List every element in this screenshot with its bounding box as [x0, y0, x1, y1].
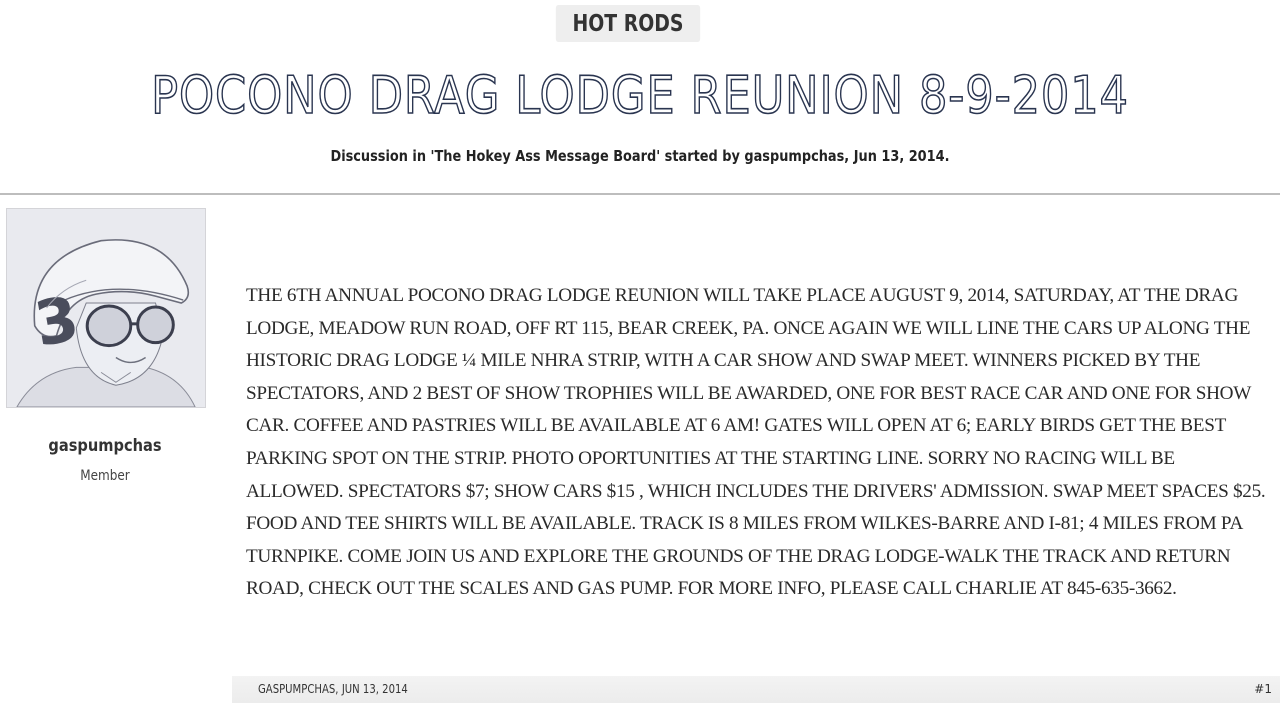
- header-divider: [0, 193, 1280, 195]
- user-avatar[interactable]: [6, 208, 206, 408]
- message-footer: [232, 676, 1280, 703]
- thread-title: POCONO DRAG LODGE REUNION 8-9-2014: [151, 66, 1129, 126]
- thread-meta: [90, 147, 1191, 165]
- meta-comma: ,: [844, 147, 850, 165]
- meta-prefix: Discussion in: [330, 147, 427, 165]
- helmet-rider-avatar-icon: [7, 209, 205, 407]
- thread-start-date[interactable]: Jun 13, 2014.: [853, 147, 950, 165]
- message-body: THE 6TH ANNUAL POCONO DRAG LODGE REUNION WILL TAKE PLACE AUGUST 9, 2014, SATURDAY, AT THE DRAG LODGE, MEADOW RUN ROAD, OFF RT 115, BEAR CREEK, PA. ONCE AGAIN WE WILL LINE THE CARS UP ALONG THE HISTORIC DRAG LODGE ¼ MILE NHRA STRIP, WITH A CAR SHOW AND SWAP MEET. WINNERS PICKED BY THE SPECTATORS, AND 2 BEST OF SHOW TROPHIES WILL BE AWARDED, ONE FOR BEST RACE CAR AND ONE FOR SHOW CAR. COFFEE AND PASTRIES WILL BE AVAILABLE AT 6 AM! GATES WILL OPEN AT 6; EARLY BIRDS GET THE BEST PARKING SPOT ON THE STRIP. PHOTO OPORTUNITIES AT THE STARTING LINE. SORRY NO RACING WILL BE ALLOWED. SPECTATORS $7; SHOW CARS $15 , WHICH INCLUDES THE DRIVERS' ADMISSION. SWAP MEET SPACES $25. FOOD AND TEE SHIRTS WILL BE AVAILABLE. TRACK IS 8 MILES FROM WILKES-BARRE AND I-81; 4 MILES FROM PA TURNPIKE. COME JOIN US AND EXPLORE THE GROUNDS OF THE DRAG LODGE-WALK THE TRACK AND RETURN ROAD, CHECK OUT THE SCALES AND GAS PUMP. FOR MORE INFO, PLEASE CALL CHARLIE AT 845-635-3662.: [246, 285, 1266, 600]
- footer-author[interactable]: GASPUMPCHAS: [258, 682, 336, 696]
- username[interactable]: gaspumpchas: [48, 436, 162, 456]
- svg-text:3: 3: [29, 283, 85, 361]
- post-number[interactable]: #1: [1254, 682, 1272, 696]
- footer-date[interactable]: JUN 13, 2014: [341, 682, 408, 696]
- forum-link[interactable]: 'The Hokey Ass Message Board': [430, 147, 661, 165]
- message-post: [0, 200, 1280, 703]
- footer-author-date: [258, 682, 408, 696]
- category-tag[interactable]: HOT RODS: [556, 5, 700, 42]
- meta-started-by: started by: [664, 147, 740, 165]
- footer-separator: ,: [335, 682, 339, 696]
- user-title: Member: [80, 468, 130, 484]
- thread-author-link[interactable]: gaspumpchas: [744, 147, 845, 165]
